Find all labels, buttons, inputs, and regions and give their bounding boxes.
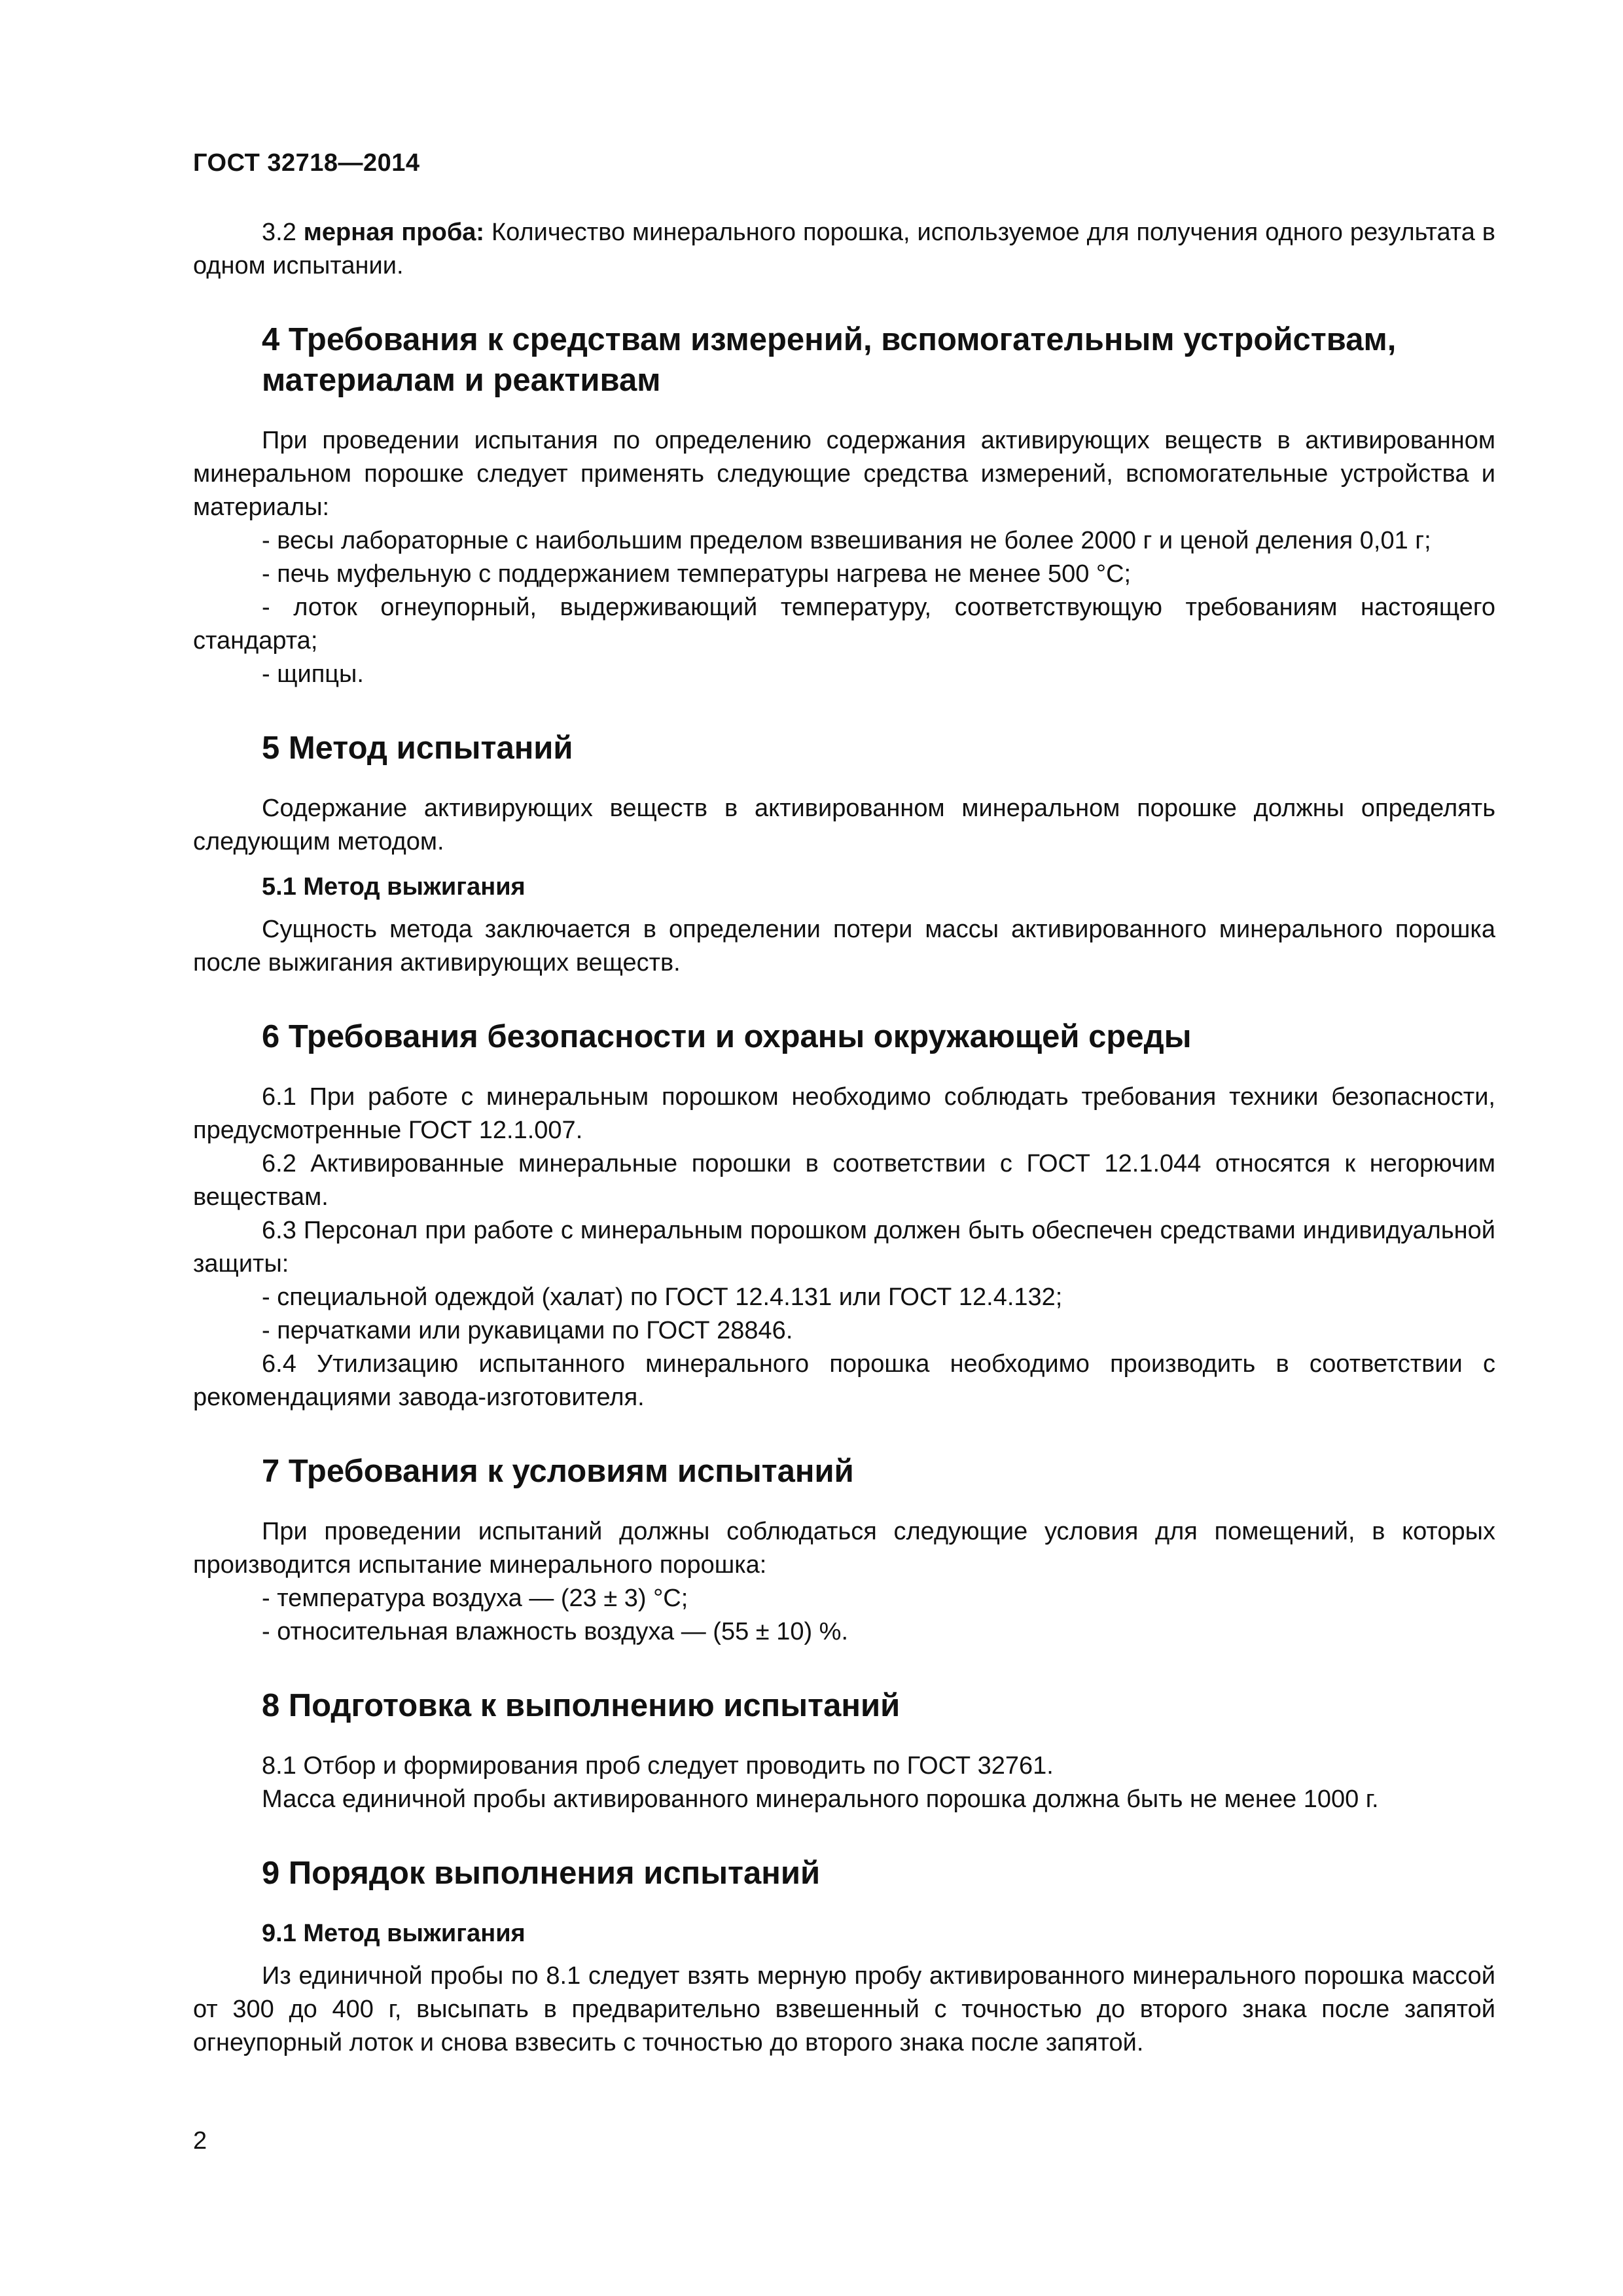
section-8-paragraph: Масса единичной пробы активированного минерального порошка должна быть не менее 1000 г. [262, 1785, 1379, 1813]
clause-number: 3.2 [262, 219, 304, 246]
subsection-9-1-paragraph: Из единичной пробы по 8.1 следует взять мерную пробу активированного минерального порошка массой от 300 до 400 г, высыпать в предварительно взвешенный с точностью до второго знака после запятой огнеупорный лоток и снова взвесить с точностью до второго знака после запятой. [193, 1962, 1495, 2056]
list-item: - температура воздуха — (23 ± 3) °С; [262, 1585, 688, 1612]
section-4-intro: При проведении испытания по определению содержания активирующих веществ в активированном минеральном порошке следует применять следующие средства измерений, вспомогательные устройства и материалы: [193, 427, 1495, 521]
list-item: - лоток огнеупорный, выдерживающий температуру, соответствующую требованиям настоящего стандарта; [193, 594, 1495, 655]
page-number: 2 [193, 2127, 207, 2155]
document-body [193, 216, 1495, 2060]
section-6-title: 6 Требования безопасности и охраны окружающей среды [262, 1019, 1192, 1054]
list-item: - перчатками или рукавицами по ГОСТ 28846. [262, 1317, 793, 1344]
subsection-5-1-paragraph: Сущность метода заключается в определении потери массы активированного минерального порошка после выжигания активирующих веществ. [193, 916, 1495, 977]
term-measured-sample: мерная проба: [303, 219, 485, 246]
clause-6-3: 6.3 Персонал при работе с минеральным порошком должен быть обеспечен средствами индивидуальной защиты: [193, 1217, 1495, 1278]
subsection-5-1-title: 5.1 Метод выжигания [262, 873, 526, 901]
section-7-title: 7 Требования к условиям испытаний [262, 1454, 854, 1489]
section-9-title: 9 Порядок выполнения испытаний [262, 1856, 821, 1891]
section-5-title: 5 Метод испытаний [262, 730, 573, 766]
clause-6-1: 6.1 При работе с минеральным порошком необходимо соблюдать требования техники безопасности, предусмотренные ГОСТ 12.1.007. [193, 1083, 1495, 1144]
clause-6-4: 6.4 Утилизацию испытанного минерального порошка необходимо производить в соответствии с рекомендациями завода-изготовителя. [193, 1350, 1495, 1411]
section-5-paragraph: Содержание активирующих веществ в активированном минеральном порошке должны определять следующим методом. [193, 795, 1495, 855]
subsection-9-1-title: 9.1 Метод выжигания [262, 1920, 526, 1947]
list-item: - специальной одеждой (халат) по ГОСТ 12.4.131 или ГОСТ 12.4.132; [262, 1283, 1063, 1311]
section-4-title: 4 Требования к средствам измерений, вспомогательным устройствам, материалам и реактивам [262, 322, 1397, 398]
list-item: - относительная влажность воздуха — (55 ± 10) %. [262, 1618, 849, 1645]
list-item: - щипцы. [262, 660, 364, 688]
section-8-title: 8 Подготовка к выполнению испытаний [262, 1688, 901, 1723]
clause-8-1: 8.1 Отбор и формирования проб следует проводить по ГОСТ 32761. [262, 1752, 1054, 1780]
document-header: ГОСТ 32718—2014 [193, 149, 420, 177]
list-item: - весы лабораторные с наибольшим пределом взвешивания не более 2000 г и ценой деления 0,01 г; [262, 527, 1431, 554]
term-definition: Количество минерального порошка, используемое для получения одного результата в одном испытании. [193, 219, 1495, 279]
clause-3-2 [193, 216, 1495, 283]
clause-6-2: 6.2 Активированные минеральные порошки в соответствии с ГОСТ 12.1.044 относятся к негорючим веществам. [193, 1150, 1495, 1211]
section-7-paragraph: При проведении испытаний должны соблюдаться следующие условия для помещений, в которых производится испытание минерального порошка: [193, 1518, 1495, 1579]
list-item: - печь муфельную с поддержанием температуры нагрева не менее 500 °С; [262, 560, 1132, 588]
